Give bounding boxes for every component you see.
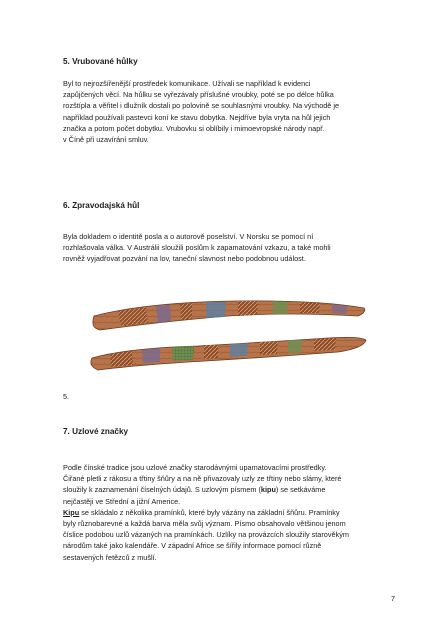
text-line: sloužily k zaznamenání číselných údajů. S uzlovým písmem (kipu) se setkáváme bbox=[63, 485, 326, 495]
text-line: rovněž vyjadřovat pozvání na lov, taneční slavnost nebo podobnou událost. bbox=[63, 254, 306, 264]
text-line: v Číně při uzavírání smluv. bbox=[63, 135, 149, 145]
text-line: rozštípla a věřitel i dlužník dostali po polovině se souhlasnými vroubky. Na východě je bbox=[63, 101, 340, 111]
text-line: Byla dokladem o identitě posla a o autorově poselství. V Norsku se pomocí ní bbox=[63, 232, 314, 241]
text-line: číslice podobou uzlů vázaných na pramínkách. Uzlíky na provázcích sloužily starověkým bbox=[63, 530, 349, 540]
text-line: Byl to nejrozšířenější prostředek komunikace. Užívali se například k evidenci bbox=[63, 79, 311, 88]
text-line: sestavených řetězců z mušlí. bbox=[63, 552, 157, 562]
lower-stick bbox=[91, 337, 366, 370]
upper-stick bbox=[93, 301, 365, 330]
text-line: Podle čínské tradice jsou uzlové značky starodávnými upamatovacími prostředky. bbox=[63, 463, 327, 472]
page-number: 7 bbox=[391, 594, 396, 603]
section-heading-zpravodajska-hul: 6. Zpravodajská hůl bbox=[63, 201, 140, 210]
message-sticks-illustration bbox=[88, 296, 370, 378]
paragraph-uzlove-znacky bbox=[63, 462, 393, 563]
paragraph-vrubovane-hulky bbox=[63, 78, 393, 145]
text-line: Čiřané pletli z rákosu a třtiny šňůry a na ně přivazovaly uzly ze třtiny nebo slámy, které bbox=[63, 474, 342, 484]
figure-caption-number: 5. bbox=[63, 392, 70, 401]
text-line: byly různobarevné a každá barva měla svůj význam. Písmo obsahovalo většinou jenom bbox=[63, 519, 346, 529]
kipu-term: Kipu bbox=[63, 507, 80, 517]
text-line: nejčastěji ve Střední a jižní Americe. bbox=[63, 496, 181, 506]
paragraph-zpravodajska-hul bbox=[63, 231, 393, 265]
kipu-description: se skládalo z několika pramínků, které byly vázány na základní šňůru. Pramínky bbox=[79, 507, 340, 517]
text-line-kipu bbox=[63, 507, 393, 518]
message-sticks-image bbox=[88, 296, 370, 378]
text-line: národům také jako kalendáře. V západní Africe se šířily informace pomocí různě bbox=[63, 541, 322, 551]
section-heading-uzlove-znacky: 7. Uzlové značky bbox=[63, 427, 129, 436]
text-line: rozhlašovala válka. V Austrálii sloužili poslům k zapamatování vzkazu, a také mohli bbox=[63, 243, 331, 253]
text-line: například používali pastevci koní ke stavu dobytka. Nejdříve byla vryta na hůl jejich bbox=[63, 112, 331, 122]
section-heading-vrubovane-hulky: 5. Vrubované hůlky bbox=[63, 57, 138, 66]
text-line: značka a potom počet dobytku. Vrubovku si oblíbily i mimoevropské národy např. bbox=[63, 123, 325, 133]
text-line: zapůjčených věcí. Na hůlku se vyřezávaly příslušné vroubky, poté se po délce hůlka bbox=[63, 90, 334, 100]
